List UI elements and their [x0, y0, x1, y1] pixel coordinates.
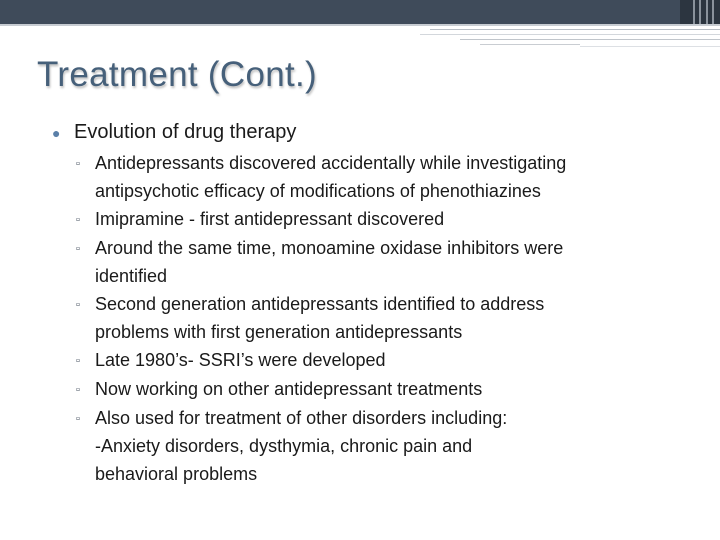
- sub-bullet-text: Antidepressants discovered accidentally while investigating antipsychotic efficacy of modifications of phenothiazines: [95, 153, 567, 201]
- square-bullet-icon: ▫: [76, 413, 80, 425]
- bullet-level-1: [52, 118, 692, 147]
- dot-bullet-icon: ●: [52, 125, 61, 141]
- square-bullet-icon: ▫: [76, 384, 80, 396]
- sub-bullet-text: Also used for treatment of other disorders including: -Anxiety disorders, dysthymia, chronic pain and behavioral problems: [95, 408, 508, 484]
- slide-content: [52, 118, 692, 488]
- slide-title: Treatment (Cont.): [37, 55, 317, 94]
- banner-stripe: [693, 0, 695, 24]
- banner-stripe: [706, 0, 708, 24]
- sub-bullet-item: [76, 234, 692, 290]
- banner-stripe: [699, 0, 701, 24]
- square-bullet-icon: ▫: [76, 299, 80, 311]
- decorative-line: [580, 46, 720, 47]
- sub-bullet-text: Now working on other antidepressant treatments: [95, 379, 483, 399]
- decorative-line: [480, 44, 580, 45]
- bullet-text: Evolution of drug therapy: [74, 121, 297, 143]
- square-bullet-icon: ▫: [76, 355, 80, 367]
- sub-bullet-item: [76, 205, 692, 234]
- square-bullet-icon: ▫: [76, 158, 80, 170]
- top-banner: [0, 0, 720, 24]
- square-bullet-icon: ▫: [76, 214, 80, 226]
- sub-bullet-item: [76, 375, 692, 404]
- decorative-line: [430, 29, 720, 30]
- sub-bullet-text: Late 1980’s- SSRI’s were developed: [95, 350, 386, 370]
- square-bullet-icon: ▫: [76, 243, 80, 255]
- sub-bullet-text: Second generation antidepressants identified to address problems with first generation antidepressants: [95, 294, 545, 342]
- decorative-line: [0, 24, 720, 26]
- sub-bullet-list: [52, 149, 692, 488]
- sub-bullet-item: [76, 149, 692, 205]
- sub-bullet-item: [76, 404, 692, 488]
- sub-bullet-text: Imipramine - first antidepressant discovered: [95, 209, 445, 229]
- banner-stripe: [712, 0, 714, 24]
- sub-bullet-text: Around the same time, monoamine oxidase inhibitors were identified: [95, 238, 564, 286]
- sub-bullet-item: [76, 290, 692, 346]
- decorative-line: [420, 34, 720, 35]
- sub-bullet-item: [76, 346, 692, 375]
- decorative-line: [460, 39, 720, 40]
